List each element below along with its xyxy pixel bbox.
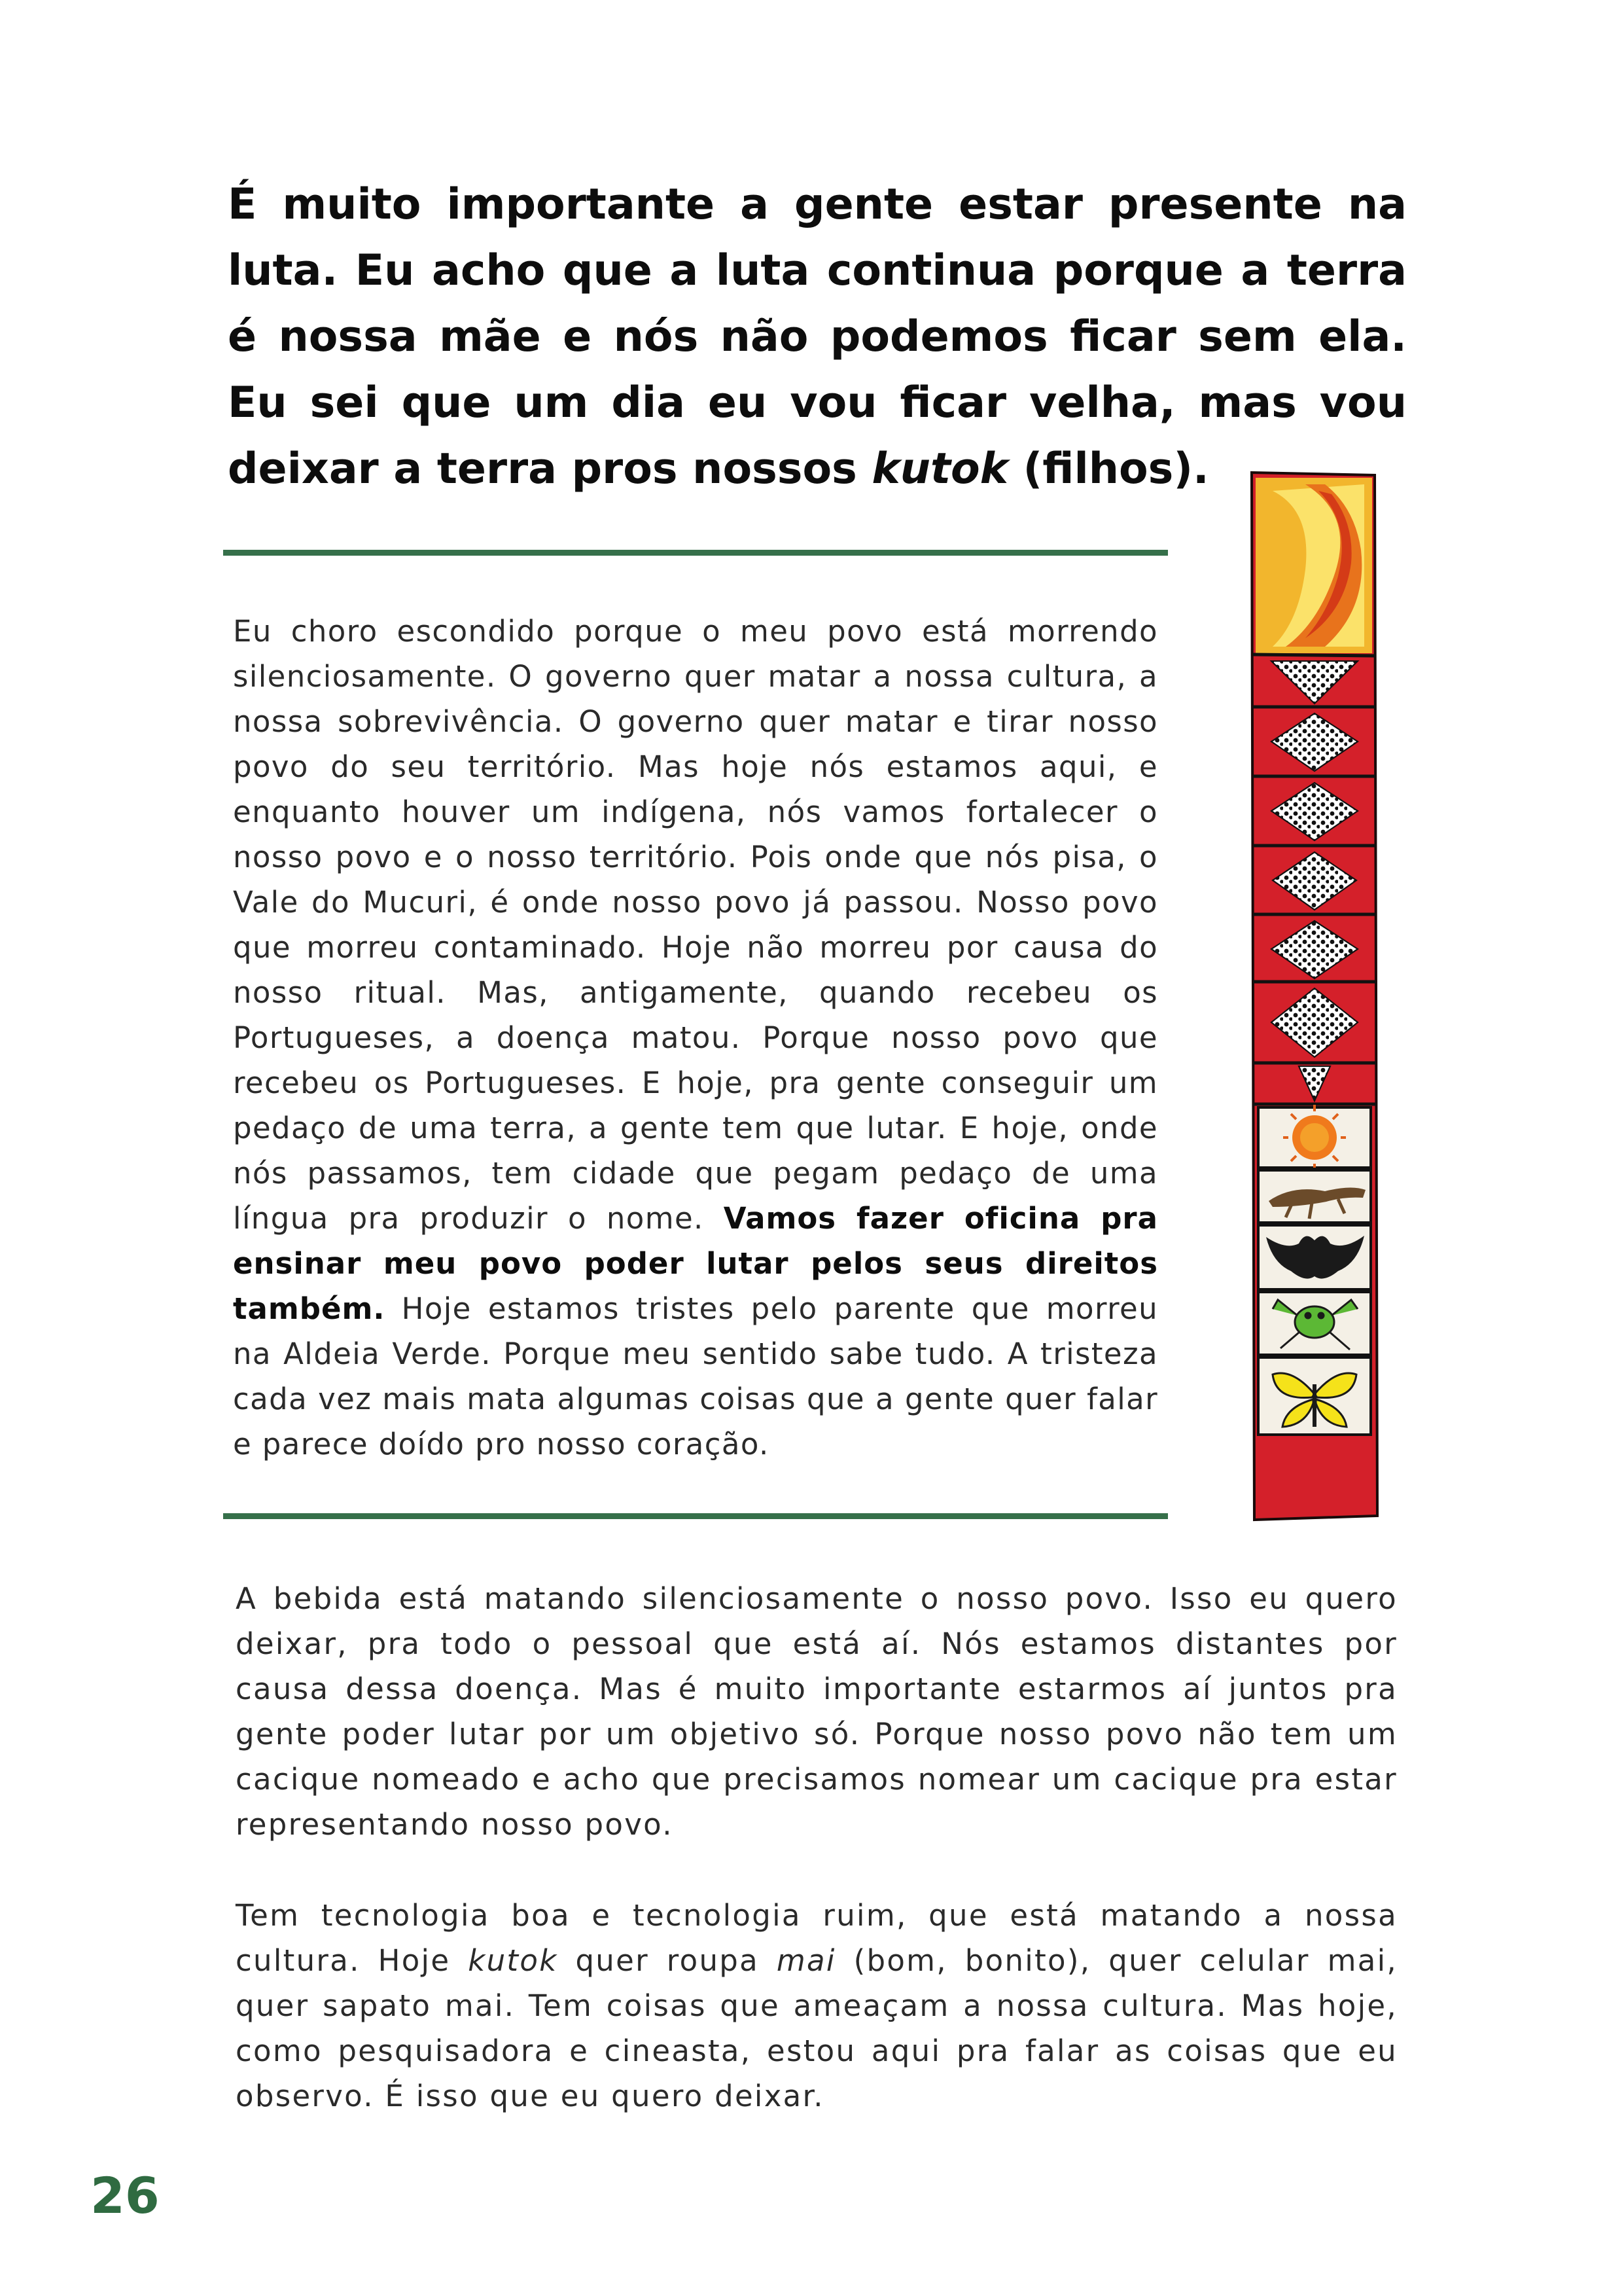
tecnologia-paragraph [236,1893,1398,2119]
tecnologia-kutok: kutok [468,1943,558,1978]
tecnologia-text: Tem tecnologia boa e tecnologia ruim, que está matando a nossa cultura. Hoje [236,1898,1398,1978]
quote-text-end: (filhos). [1008,444,1209,493]
bottom-divider [223,1513,1168,1519]
testimony-text-end: Hoje estamos tristes pelo parente que morreu na Aldeia Verde. Porque meu sentido sabe tudo. A tristeza cada vez mais mata algumas coisas que a gente quer falar e parece doído pro nosso coração. [233,1291,1158,1462]
quote-text: É muito importante a gente estar presente na luta. Eu acho que a luta continua porque a terra é nossa mãe e nós não podemos ficar sem ela. Eu sei que um dia eu vou ficar velha, mas vou deixar a terra pros nossos [228,180,1407,493]
testimony-paragraph [233,609,1158,1467]
tecnologia-mai: mai [776,1943,836,1978]
bebida-paragraph: A bebida está matando silenciosamente o nosso povo. Isso eu quero deixar, pra todo o pessoal que está aí. Nós estamos distantes por causa dessa doença. Mas é muito importante estarmos aí juntos pra gente poder lutar por um objetivo só. Porque nosso povo não tem um cacique nomeado e acho que precisamos nomear um cacique pra estar representando nosso povo. [236,1581,1398,1842]
totem-painting [1246,471,1384,1522]
quote-kutok: kutok [872,444,1008,493]
tecnologia-text-c: (bom, bonito), quer celular mai, quer sapato mai. Tem coisas que ameaçam a nossa cultura. Mas hoje, como pesquisadora e cineasta, estou aqui pra falar as coisas que eu observo. É isso que eu quero deixar. [236,1943,1398,2113]
tecnologia-text-b: quer roupa [557,1943,777,1978]
testimony-text: Eu choro escondido porque o meu povo está morrendo silenciosamente. O governo quer matar a nossa cultura, a nossa sobrevivência. O governo quer matar e tirar nosso povo do seu território. Mas hoje nós estamos aqui, e enquanto houver um indígena, nós vamos fortalecer o nosso povo e o nosso território. Pois onde que nós pisa, o Vale do Mucuri, é onde nosso povo já passou. Nosso povo que morreu contaminado. Hoje não morreu por causa do nosso ritual. Mas, antigamente, quando recebeu os Portugueses, a doença matou. Porque nosso povo que recebeu os Portugueses. E hoje, pra gente conseguir um pedaço de uma terra, a gente tem que lutar. E hoje, onde nós passamos, tem cidade que pegam pedaço de uma língua pra produzir o nome. [233,614,1158,1236]
page-number: 26 [90,2166,160,2225]
pull-quote [228,171,1407,502]
testimony-bold-text: Vamos fazer oficina pra ensinar meu povo poder lutar pelos seus direitos também. [233,1201,1158,1326]
top-divider [223,550,1168,556]
